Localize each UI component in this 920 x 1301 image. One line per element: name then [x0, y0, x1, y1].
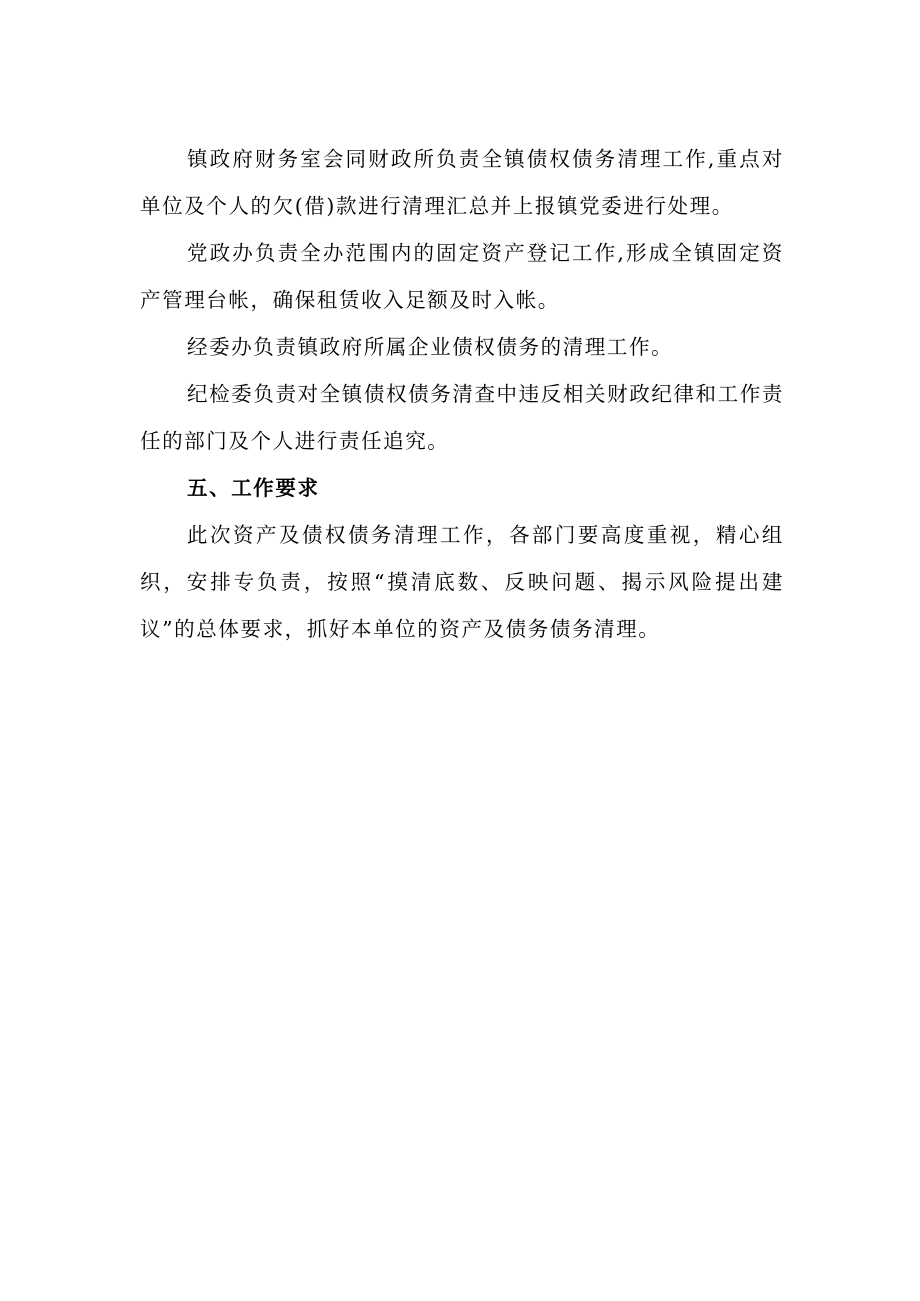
document-body	[140, 136, 784, 653]
paragraph-party-office: 党政办负责全办范围内的固定资产登记工作,形成全镇固定资产管理台帐，确保租赁收入足额及时入帐。	[140, 241, 784, 312]
section-heading: 五、工作要求	[187, 476, 320, 500]
paragraph-finance-office: 镇政府财务室会同财政所负责全镇债权债务清理工作,重点对单位及个人的欠(借)款进行清理汇总并上报镇党委进行处理。	[140, 147, 784, 218]
paragraph-work-requirements: 此次资产及债权债务清理工作，各部门要高度重视，精心组织，安排专负责，按照“摸清底数、反映问题、揭示风险提出建议”的总体要求，抓好本单位的资产及债务债务清理。	[140, 523, 784, 641]
paragraph-economic-committee: 经委办负责镇政府所属企业债权债务的清理工作。	[187, 335, 674, 359]
paragraph-discipline-committee: 纪检委负责对全镇债权债务清查中违反相关财政纪律和工作责任的部门及个人进行责任追究。	[140, 382, 784, 453]
